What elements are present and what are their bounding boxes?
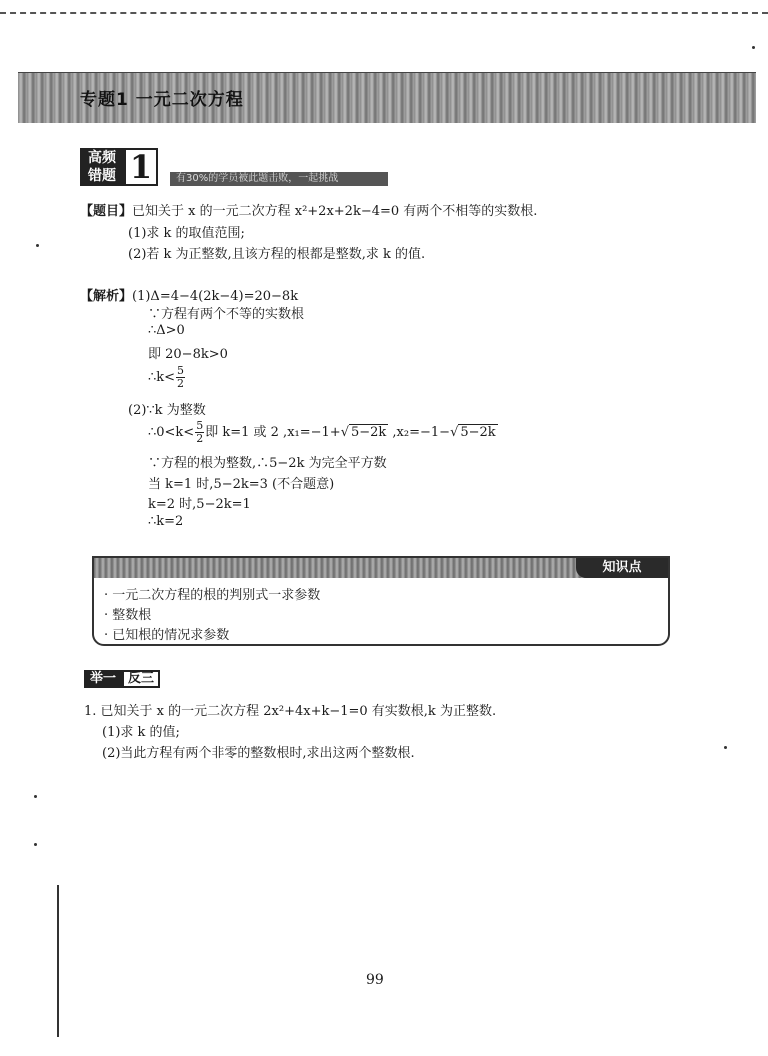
solution-l11: ∴k=2	[148, 514, 184, 529]
solution-l1: (1)Δ=4−4(2k−4)=20−8k	[132, 289, 299, 304]
practice-question: 1. 已知关于 x 的一元二次方程 2x²+4x+k−1=0 有实数根,k 为正整数.	[84, 704, 497, 719]
problem-q1: (1)求 k 的取值范围;	[128, 226, 245, 241]
page-number: 99	[366, 972, 384, 988]
numerator: 5	[196, 419, 204, 432]
knowledge-item: · 一元二次方程的根的判别式一求参数	[104, 588, 321, 603]
scan-speck	[34, 795, 37, 798]
solution-l7: ∴0<k< $\frac{5}{2}$ 即 k=1 或 2 ,x₁=−1+√ 5−2k ,x₂=−1−√ 5−2k	[148, 419, 496, 445]
solution-l10: k=2 时,5−2k=1	[148, 497, 251, 512]
solution-l5-pre: ∴k<	[148, 370, 176, 385]
solution-l2: ∵方程有两个不等的实数根	[148, 307, 305, 322]
knowledge-item: · 已知根的情况求参数	[104, 628, 230, 643]
numerator: 5	[177, 364, 185, 377]
fraction	[195, 420, 204, 445]
chapter-banner	[18, 72, 756, 123]
practice-tag	[84, 670, 160, 688]
problem-stem-line	[80, 200, 537, 219]
margin-line	[57, 885, 59, 1037]
solution-l4: 即 20−8k>0	[148, 347, 228, 362]
solution-l8: ∵方程的根为整数,∴5−2k 为完全平方数	[148, 456, 387, 471]
solution-l6: (2)∵k 为整数	[128, 403, 206, 418]
badge-label-line1: 高频	[88, 150, 116, 166]
fraction	[176, 365, 185, 390]
denominator: 2	[196, 432, 204, 445]
problem-q2: (2)若 k 为正整数,且该方程的根都是整数,求 k 的值.	[128, 247, 426, 262]
badge-number: 1	[124, 148, 158, 186]
solution-l3: ∴Δ>0	[148, 323, 185, 338]
high-frequency-badge	[80, 148, 158, 186]
solution-tag: 【解析】	[80, 289, 133, 304]
problem-stem: 已知关于 x 的一元二次方程 x²+2x+2k−4=0 有两个不相等的实数根.	[132, 204, 538, 219]
knowledge-box	[92, 556, 670, 646]
sqrt-radicand: 5−2k	[350, 425, 387, 440]
knowledge-title: 知识点	[576, 558, 668, 578]
denominator: 2	[177, 377, 185, 390]
solution-l7-mid: 即 k=1 或 2 ,x₁=−1+	[205, 425, 341, 440]
sqrt-radicand: 5−2k	[460, 425, 496, 440]
practice-q1: (1)求 k 的值;	[102, 725, 180, 740]
knowledge-item: · 整数根	[104, 608, 152, 623]
badge-label	[80, 148, 124, 186]
practice-tag-a: 举一	[84, 670, 122, 688]
chapter-title: 专题1 一元二次方程	[80, 90, 244, 110]
badge-strip: 有30%的学员被此题击败，一起挑战	[170, 172, 388, 186]
solution-line-1	[80, 285, 298, 304]
practice-q2: (2)当此方程有两个非零的整数根时,求出这两个整数根.	[102, 746, 415, 761]
scan-speck	[36, 244, 39, 247]
top-dashed-border	[0, 12, 768, 14]
badge-label-line2: 错题	[88, 168, 116, 184]
problem-tag: 【题目】	[80, 204, 133, 219]
scan-speck	[724, 746, 727, 749]
practice-tag-b: 反三	[122, 670, 160, 688]
solution-l7-mid2: ,x₂=−1−	[388, 425, 451, 440]
solution-l5	[148, 365, 186, 390]
solution-l7-pre: ∴0<k<	[148, 425, 195, 440]
scan-speck	[34, 843, 37, 846]
knowledge-box-header	[94, 558, 668, 578]
scan-speck	[752, 46, 755, 49]
solution-l9: 当 k=1 时,5−2k=3 (不合题意)	[148, 477, 335, 492]
